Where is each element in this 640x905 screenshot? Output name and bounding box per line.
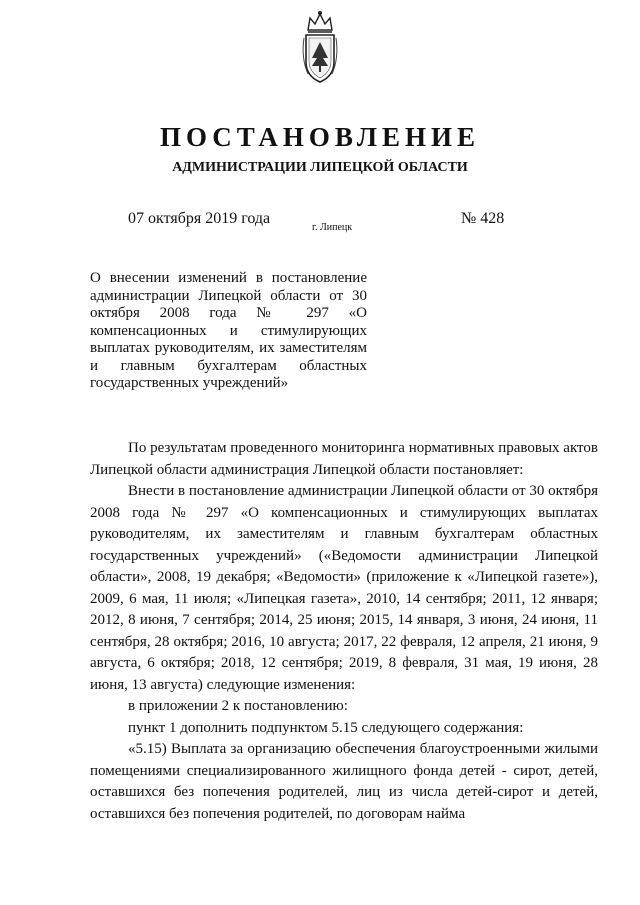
body-paragraph: Внести в постановление администрации Липецкой области от 30 октября 2008 года № 297 «О компенсационных и стимулирующих выплатах руководителям, их заместителям и главным бухгалтерам областных государственных учреждений» («Ведомости администрации Липецкой области», 2008, 19 декабря; «Ведомости» (приложение к «Липецкой газете»), 2009, 6 мая, 11 июля; «Липецкая газета», 2010, 14 сентября; 2011, 12 января; 2012, 8 июня, 7 сентября; 2014, 25 июня; 2015, 14 января, 3 июня, 24 июня, 11 сентября, 28 октября; 2016, 10 августа; 2017, 22 февраля, 12 апреля, 21 июня, 9 августа, 6 октября; 2018, 12 сентября; 2019, 8 февраля, 31 мая, 19 июня, 28 июня, 13 августа) следующие изменения: bbox=[90, 483, 598, 693]
document-title: ПОСТАНОВЛЕНИЕ bbox=[159, 122, 481, 152]
body-paragraph: По результатам проведенного мониторинга нормативных правовых актов Липецкой области администрация Липецкой области постановляет: bbox=[90, 440, 598, 478]
issuer-subtitle: АДМИНИСТРАЦИИ ЛИПЕЦКОЙ ОБЛАСТИ bbox=[172, 160, 468, 175]
document-number: № 428 bbox=[461, 210, 505, 227]
body-paragraph: «5.15) Выплата за организацию обеспечения благоустроенными жилыми помещениями специализированного жилищного фонда детей - сирот, детей, оставшихся без попечения родителей, лиц из числа детей-сирот и детей, оставшихся без попечения родителей, по договорам найма bbox=[90, 741, 598, 822]
document-city: г. Липецк bbox=[312, 222, 353, 233]
coat-of-arms-icon bbox=[300, 8, 340, 86]
document-subject: О внесении изменений в постановление администрации Липецкой области от 30 октября 2008 года № 297 «О компенсационных и стимулирующих выплатах руководителям, их заместителям и главным бухгалтерам областных государственных учреждений» bbox=[90, 270, 367, 391]
body-paragraph: в приложении 2 к постановлению: bbox=[128, 698, 348, 714]
document-body bbox=[90, 438, 598, 825]
body-paragraph: пункт 1 дополнить подпунктом 5.15 следующего содержания: bbox=[128, 719, 524, 736]
document-date: 07 октября 2019 года bbox=[128, 210, 271, 227]
